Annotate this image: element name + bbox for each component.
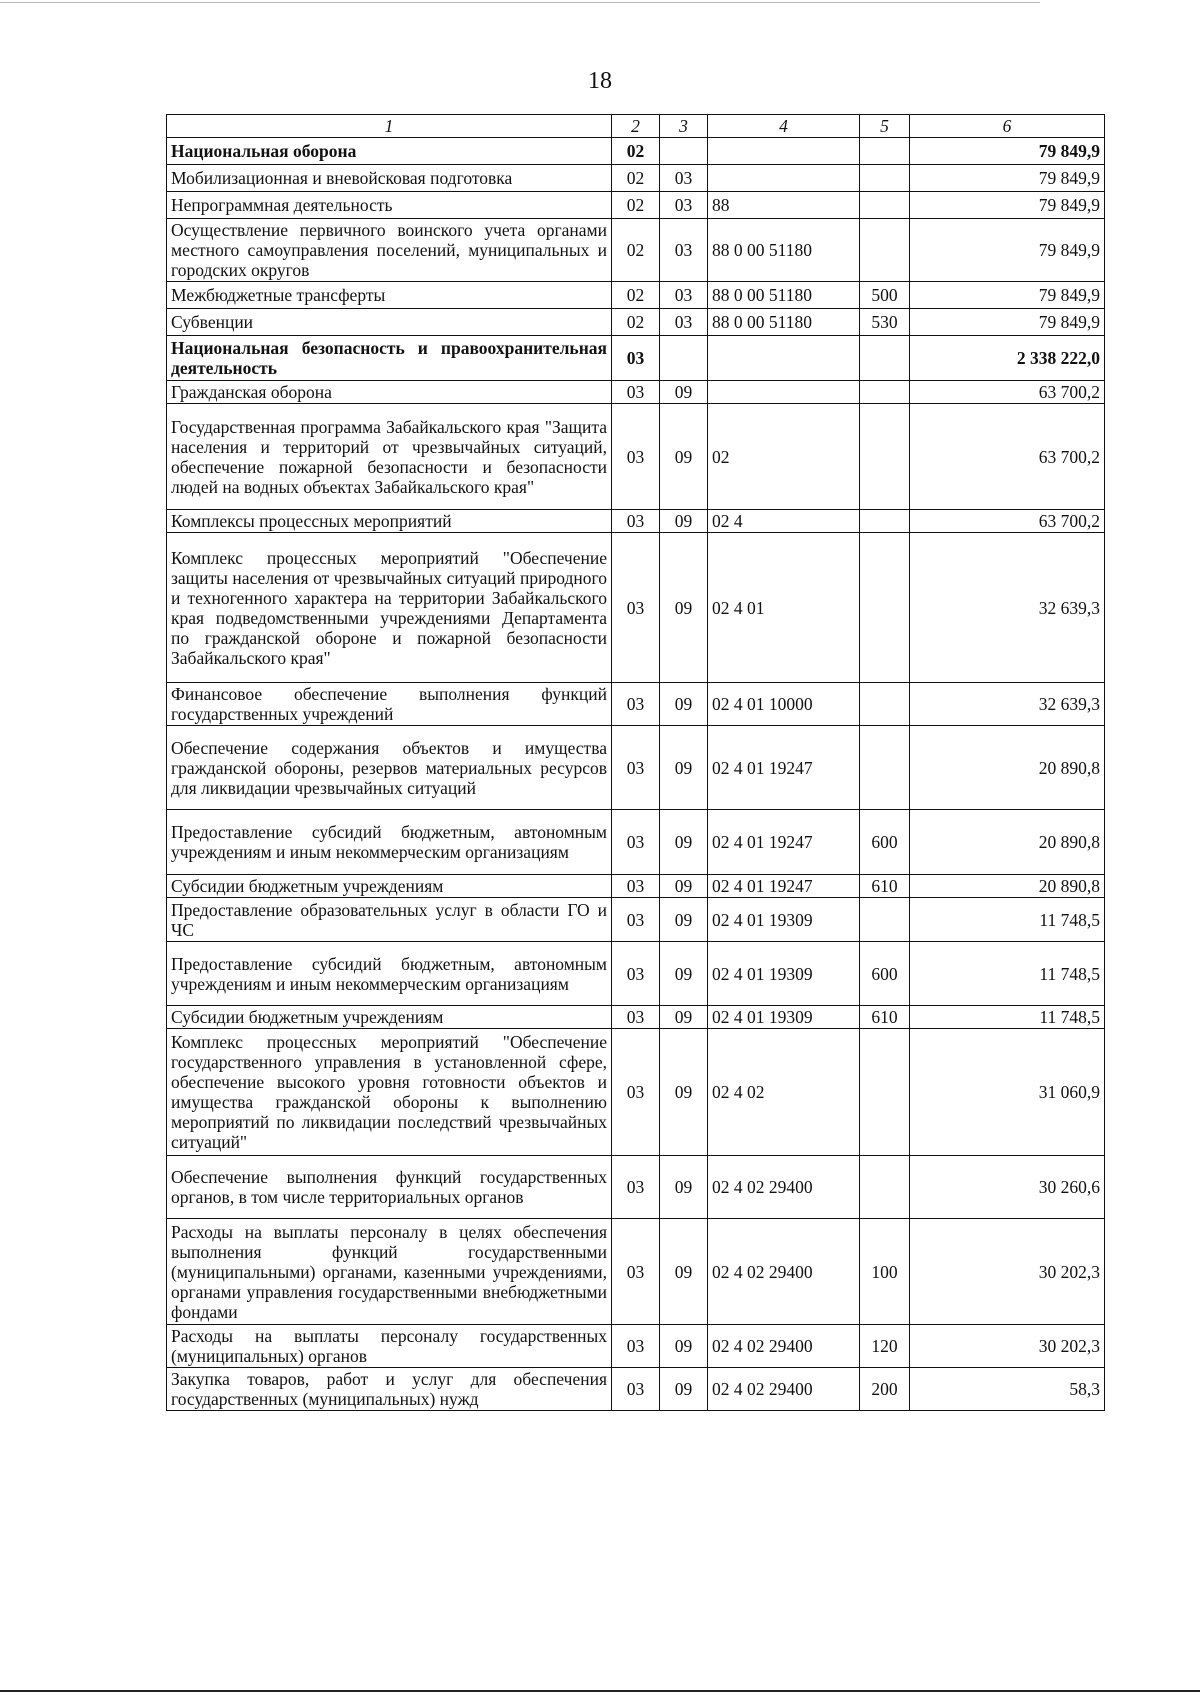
row-name-cell: Непрограммная деятельность [167,192,612,219]
row-amount-cell: 31 060,9 [910,1029,1105,1156]
row-expense-type-cell: 610 [860,875,910,898]
header-cell: 1 [167,115,612,138]
table-row [167,510,1105,533]
row-target-article-cell: 02 4 01 19247 [708,726,860,810]
row-amount-cell: 20 890,8 [910,726,1105,810]
row-section-cell: 03 [612,1029,660,1156]
row-expense-type-cell [860,683,910,726]
budget-table [166,114,1105,1411]
row-target-article-cell: 02 4 01 19309 [708,898,860,942]
table-row [167,404,1105,510]
table-row [167,381,1105,404]
row-amount-cell: 58,3 [910,1368,1105,1411]
row-expense-type-cell [860,404,910,510]
row-expense-type-cell: 100 [860,1219,910,1325]
row-target-article-cell [708,336,860,381]
row-section-cell: 03 [612,336,660,381]
row-section-cell: 02 [612,138,660,165]
row-subsection-cell: 03 [660,219,708,282]
row-target-article-cell [708,165,860,192]
row-name-cell: Комплексы процессных мероприятий [167,510,612,533]
row-subsection-cell: 09 [660,533,708,683]
row-section-cell: 03 [612,533,660,683]
table-row [167,726,1105,810]
row-amount-cell: 30 202,3 [910,1219,1105,1325]
row-section-cell: 03 [612,1368,660,1411]
table-row [167,1029,1105,1156]
row-amount-cell: 30 260,6 [910,1156,1105,1219]
row-expense-type-cell [860,898,910,942]
row-expense-type-cell [860,533,910,683]
row-subsection-cell: 09 [660,1368,708,1411]
top-edge-line [0,2,1040,3]
row-expense-type-cell: 600 [860,810,910,875]
header-cell: 3 [660,115,708,138]
row-name-cell: Комплекс процессных мероприятий "Обеспечение государственного управления в установленной сфере, обеспечение высокого уровня готовности объектов и имущества гражданской обороны к выполнению мероприятий по ликвидации последствий чрезвычайных ситуаций" [167,1029,612,1156]
row-amount-cell: 79 849,9 [910,165,1105,192]
row-subsection-cell: 09 [660,1219,708,1325]
row-subsection-cell: 09 [660,683,708,726]
bottom-edge-line [0,1690,1200,1692]
row-name-cell: Расходы на выплаты персоналу государственных (муниципальных) органов [167,1325,612,1368]
row-target-article-cell: 02 4 02 29400 [708,1219,860,1325]
table-row [167,1006,1105,1029]
table-row [167,810,1105,875]
row-section-cell: 03 [612,683,660,726]
row-section-cell: 03 [612,404,660,510]
row-subsection-cell: 09 [660,726,708,810]
row-name-cell: Государственная программа Забайкальского края "Защита населения и территорий от чрезвычайных ситуаций, обеспечение пожарной безопасности и безопасности людей на водных объектах Забайкальского края" [167,404,612,510]
row-amount-cell: 79 849,9 [910,219,1105,282]
row-amount-cell: 32 639,3 [910,533,1105,683]
row-name-cell: Закупка товаров, работ и услуг для обеспечения государственных (муниципальных) нужд [167,1368,612,1411]
row-section-cell: 02 [612,165,660,192]
row-target-article-cell: 02 4 01 19247 [708,810,860,875]
row-subsection-cell: 03 [660,165,708,192]
table-row [167,219,1105,282]
row-section-cell: 03 [612,898,660,942]
budget-table-body [167,115,1105,1411]
row-subsection-cell: 09 [660,510,708,533]
row-amount-cell: 32 639,3 [910,683,1105,726]
row-target-article-cell: 02 4 01 19309 [708,942,860,1006]
row-target-article-cell: 02 [708,404,860,510]
row-name-cell: Межбюджетные трансферты [167,282,612,309]
row-name-cell: Национальная безопасность и правоохранительная деятельность [167,336,612,381]
row-subsection-cell: 09 [660,898,708,942]
row-target-article-cell [708,138,860,165]
row-expense-type-cell [860,192,910,219]
table-row [167,165,1105,192]
row-expense-type-cell [860,165,910,192]
row-amount-cell: 63 700,2 [910,404,1105,510]
row-amount-cell: 79 849,9 [910,138,1105,165]
row-target-article-cell: 02 4 01 19309 [708,1006,860,1029]
row-expense-type-cell: 500 [860,282,910,309]
row-amount-cell: 79 849,9 [910,282,1105,309]
row-amount-cell: 11 748,5 [910,1006,1105,1029]
row-subsection-cell: 03 [660,309,708,336]
row-subsection-cell: 09 [660,942,708,1006]
row-expense-type-cell [860,1156,910,1219]
row-name-cell: Комплекс процессных мероприятий "Обеспечение защиты населения от чрезвычайных ситуаций природного и техногенного характера на территории Забайкальского края подведомственными учреждениями Департамента по гражданской обороне и пожарной безопасности Забайкальского края" [167,533,612,683]
row-amount-cell: 11 748,5 [910,898,1105,942]
row-subsection-cell: 09 [660,404,708,510]
row-expense-type-cell [860,510,910,533]
row-subsection-cell: 09 [660,381,708,404]
row-name-cell: Обеспечение выполнения функций государственных органов, в том числе территориальных органов [167,1156,612,1219]
row-subsection-cell [660,336,708,381]
row-target-article-cell: 02 4 [708,510,860,533]
header-cell: 4 [708,115,860,138]
table-row [167,282,1105,309]
row-subsection-cell: 09 [660,1325,708,1368]
row-expense-type-cell: 600 [860,942,910,1006]
row-amount-cell: 11 748,5 [910,942,1105,1006]
row-subsection-cell [660,138,708,165]
row-section-cell: 03 [612,942,660,1006]
row-amount-cell: 20 890,8 [910,875,1105,898]
row-target-article-cell: 88 [708,192,860,219]
row-subsection-cell: 09 [660,1156,708,1219]
table-row [167,336,1105,381]
row-expense-type-cell [860,336,910,381]
row-subsection-cell: 03 [660,282,708,309]
row-expense-type-cell [860,726,910,810]
page-number: 18 [588,68,612,94]
row-name-cell: Финансовое обеспечение выполнения функций государственных учреждений [167,683,612,726]
table-row [167,138,1105,165]
row-expense-type-cell [860,219,910,282]
row-section-cell: 03 [612,1156,660,1219]
row-section-cell: 03 [612,875,660,898]
table-header-row [167,115,1105,138]
row-expense-type-cell: 120 [860,1325,910,1368]
row-section-cell: 03 [612,810,660,875]
table-row [167,1156,1105,1219]
row-name-cell: Гражданская оборона [167,381,612,404]
row-subsection-cell: 09 [660,875,708,898]
row-amount-cell: 2 338 222,0 [910,336,1105,381]
row-name-cell: Субсидии бюджетным учреждениям [167,875,612,898]
row-target-article-cell: 02 4 02 29400 [708,1368,860,1411]
header-cell: 6 [910,115,1105,138]
row-target-article-cell: 02 4 01 19247 [708,875,860,898]
table-row [167,898,1105,942]
row-section-cell: 03 [612,1006,660,1029]
row-name-cell: Предоставление образовательных услуг в области ГО и ЧС [167,898,612,942]
row-section-cell: 03 [612,510,660,533]
table-row [167,875,1105,898]
row-expense-type-cell: 610 [860,1006,910,1029]
row-target-article-cell: 88 0 00 51180 [708,282,860,309]
row-target-article-cell: 88 0 00 51180 [708,219,860,282]
row-target-article-cell: 02 4 01 10000 [708,683,860,726]
row-name-cell: Обеспечение содержания объектов и имущества гражданской обороны, резервов материальных ресурсов для ликвидации чрезвычайных ситуаций [167,726,612,810]
row-amount-cell: 79 849,9 [910,192,1105,219]
row-section-cell: 02 [612,219,660,282]
row-amount-cell: 20 890,8 [910,810,1105,875]
row-name-cell: Субсидии бюджетным учреждениям [167,1006,612,1029]
table-row [167,533,1105,683]
row-section-cell: 03 [612,1219,660,1325]
header-cell: 5 [860,115,910,138]
row-target-article-cell [708,381,860,404]
row-name-cell: Расходы на выплаты персоналу в целях обеспечения выполнения функций государственными (муниципальными) органами, казенными учреждениями, органами управления государственными внебюджетными фондами [167,1219,612,1325]
row-target-article-cell: 02 4 02 29400 [708,1325,860,1368]
table-row [167,309,1105,336]
row-target-article-cell: 02 4 02 [708,1029,860,1156]
row-section-cell: 03 [612,1325,660,1368]
table-row [167,1219,1105,1325]
row-expense-type-cell: 530 [860,309,910,336]
row-target-article-cell: 88 0 00 51180 [708,309,860,336]
row-name-cell: Осуществление первичного воинского учета органами местного самоуправления поселений, муниципальных и городских округов [167,219,612,282]
row-expense-type-cell [860,138,910,165]
table-row [167,1368,1105,1411]
row-target-article-cell: 02 4 02 29400 [708,1156,860,1219]
header-cell: 2 [612,115,660,138]
row-section-cell: 03 [612,726,660,810]
row-expense-type-cell [860,1029,910,1156]
row-target-article-cell: 02 4 01 [708,533,860,683]
row-section-cell: 02 [612,282,660,309]
row-expense-type-cell [860,381,910,404]
row-name-cell: Субвенции [167,309,612,336]
row-subsection-cell: 09 [660,810,708,875]
row-amount-cell: 63 700,2 [910,381,1105,404]
row-name-cell: Мобилизационная и вневойсковая подготовка [167,165,612,192]
row-section-cell: 02 [612,309,660,336]
row-subsection-cell: 09 [660,1006,708,1029]
row-amount-cell: 79 849,9 [910,309,1105,336]
row-expense-type-cell: 200 [860,1368,910,1411]
row-name-cell: Предоставление субсидий бюджетным, автономным учреждениям и иным некоммерческим организациям [167,810,612,875]
row-subsection-cell: 03 [660,192,708,219]
row-name-cell: Предоставление субсидий бюджетным, автономным учреждениям и иным некоммерческим организациям [167,942,612,1006]
table-row [167,942,1105,1006]
row-subsection-cell: 09 [660,1029,708,1156]
row-name-cell: Национальная оборона [167,138,612,165]
row-amount-cell: 30 202,3 [910,1325,1105,1368]
table-row [167,192,1105,219]
row-section-cell: 03 [612,381,660,404]
table-row [167,1325,1105,1368]
row-section-cell: 02 [612,192,660,219]
table-row [167,683,1105,726]
row-amount-cell: 63 700,2 [910,510,1105,533]
